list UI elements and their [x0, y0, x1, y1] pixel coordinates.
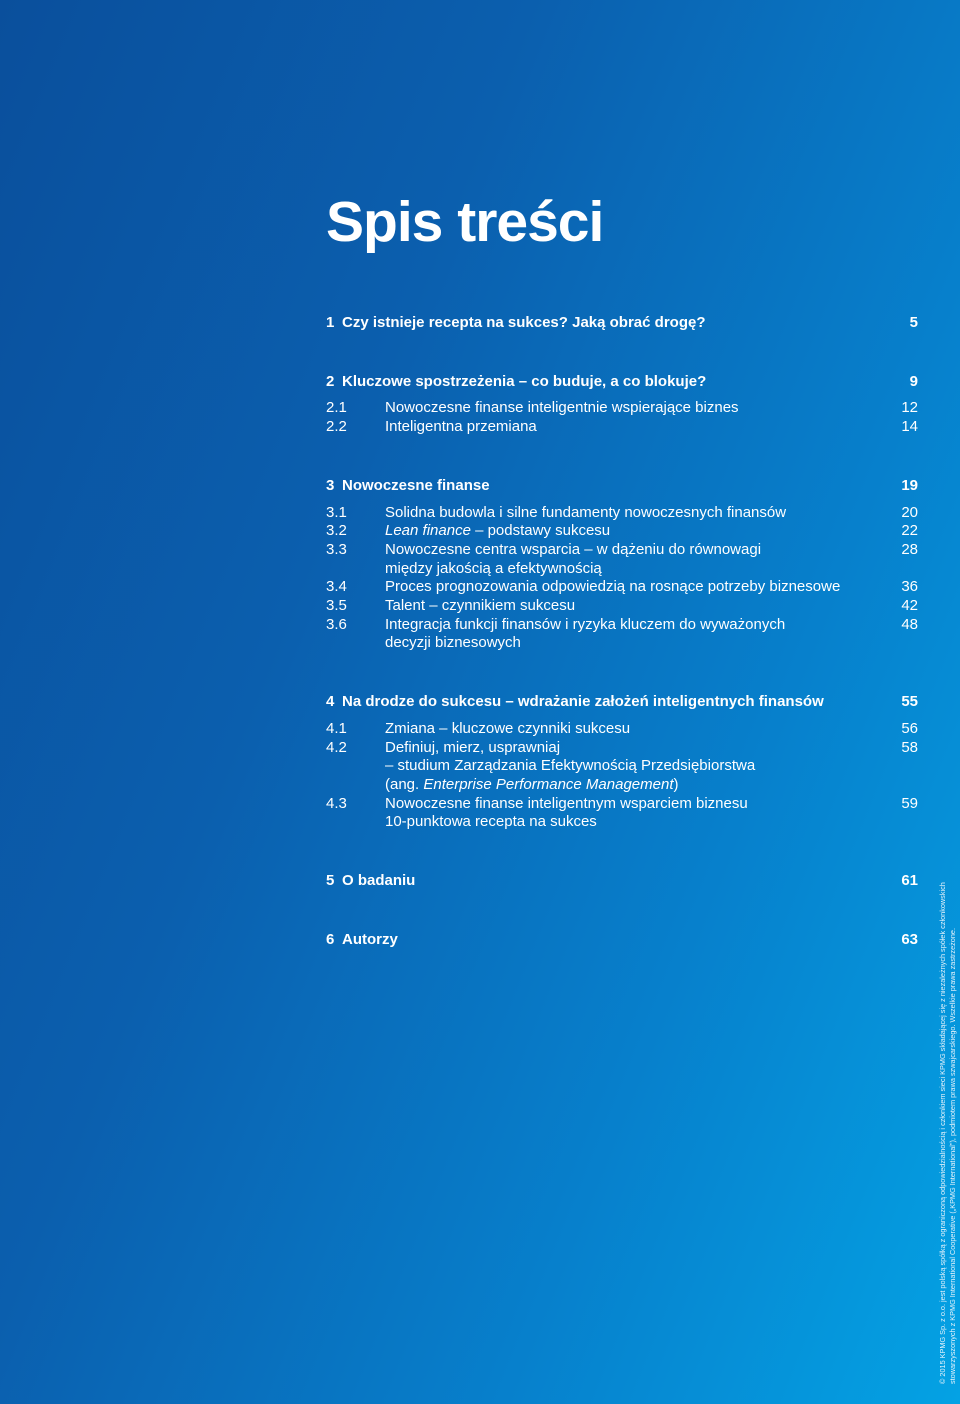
toc-entry-3-3-line1: Nowoczesne centra wsparcia – w dążeniu do równowagi: [385, 540, 762, 558]
toc-entry-3[interactable]: 3 Nowoczesne finanse 19: [326, 476, 918, 494]
copyright-notice: [938, 844, 958, 1384]
toc-entry-3-2-italic: Lean finance: [385, 522, 471, 540]
table-of-contents: [326, 314, 918, 949]
toc-entry-2[interactable]: 2 Kluczowe spostrzeżenia – co buduje, a co blokuje? 9: [326, 372, 918, 390]
toc-entry-3-2[interactable]: 3.2 Lean finance – podstawy sukcesu 22: [326, 522, 918, 540]
toc-entry-3-5[interactable]: 3.5 Talent – czynnikiem sukcesu 42: [326, 597, 918, 615]
toc-entry-3-1[interactable]: 3.1 Solidna budowla i silne fundamenty nowoczesnych finansów 20: [326, 503, 918, 521]
toc-entry-3-3[interactable]: 3.3 Nowoczesne centra wsparcia – w dążeniu do równowagi między jakością a efektywnością 28: [326, 540, 918, 577]
toc-entry-3-6-line1: Integracja funkcji finansów i ryzyka kluczem do wyważonych: [385, 615, 786, 633]
page-title: Spis treści: [326, 190, 604, 254]
toc-entry-4-3-line1: Nowoczesne finanse inteligentnym wsparciem biznesu: [385, 794, 748, 812]
toc-entry-4-2[interactable]: 4.2 Definiuj, mierz, usprawniaj – studium Zarządzania Efektywnością Przedsiębiorstwa (ang. Enterprise Performance Management) 58: [326, 738, 918, 793]
toc-entry-5[interactable]: 5 O badaniu 61: [326, 872, 918, 890]
toc-entry-4-3[interactable]: 4.3 Nowoczesne finanse inteligentnym wsparciem biznesu 10-punktowa recepta na sukces 59: [326, 794, 918, 831]
toc-entry-2-1[interactable]: 2.1 Nowoczesne finanse inteligentnie wspierające biznes 12: [326, 399, 918, 417]
copyright-line-2: stowarzyszonych z KPMG International Cooperative („KPMG International"), podmiotem prawa szwajcarskiego. Wszelkie prawa zastrzeżone.: [948, 928, 957, 1384]
toc-entry-4-2-line3-post: ): [673, 775, 679, 793]
toc-entry-3-6-line2: decyzji biznesowych: [385, 634, 521, 652]
toc-entry-3-4[interactable]: 3.4 Proces prognozowania odpowiedzią na rosnące potrzeby biznesowe 36: [326, 578, 918, 596]
toc-entry-4-2-line2: – studium Zarządzania Efektywnością Przedsiębiorstwa: [385, 757, 756, 775]
toc-entry-4-2-line1: Definiuj, mierz, usprawniaj: [385, 738, 561, 756]
toc-entry-2-2[interactable]: 2.2 Inteligentna przemiana 14: [326, 418, 918, 436]
toc-entry-6[interactable]: 6 Autorzy 63: [326, 930, 918, 948]
toc-entry-4-2-line3-pre: (ang.: [385, 775, 424, 793]
copyright-line-1: © 2015 KPMG Sp. z o.o. jest polską spółką z ograniczoną odpowiedzialnością i członkiem sieci KPMG składającej się z niezależnych spółek członkowskich: [938, 882, 947, 1384]
toc-entry-3-2-rest: – podstawy sukcesu: [470, 522, 611, 540]
toc-entry-4-3-line2: 10-punktowa recepta na sukces: [385, 813, 597, 831]
toc-entry-4-2-line3-italic: Enterprise Performance Management: [423, 775, 674, 793]
toc-entry-4-1[interactable]: 4.1 Zmiana – kluczowe czynniki sukcesu 56: [326, 719, 918, 737]
toc-entry-1[interactable]: 1 Czy istnieje recepta na sukces? Jaką obrać drogę? 5: [326, 314, 918, 331]
toc-entry-4[interactable]: 4 Na drodze do sukcesu – wdrażanie założeń inteligentnych finansów 55: [326, 693, 918, 711]
toc-entry-3-6[interactable]: 3.6 Integracja funkcji finansów i ryzyka kluczem do wyważonych decyzji biznesowych 48: [326, 615, 918, 652]
toc-entry-3-3-line2: między jakością a efektywnością: [385, 559, 602, 577]
